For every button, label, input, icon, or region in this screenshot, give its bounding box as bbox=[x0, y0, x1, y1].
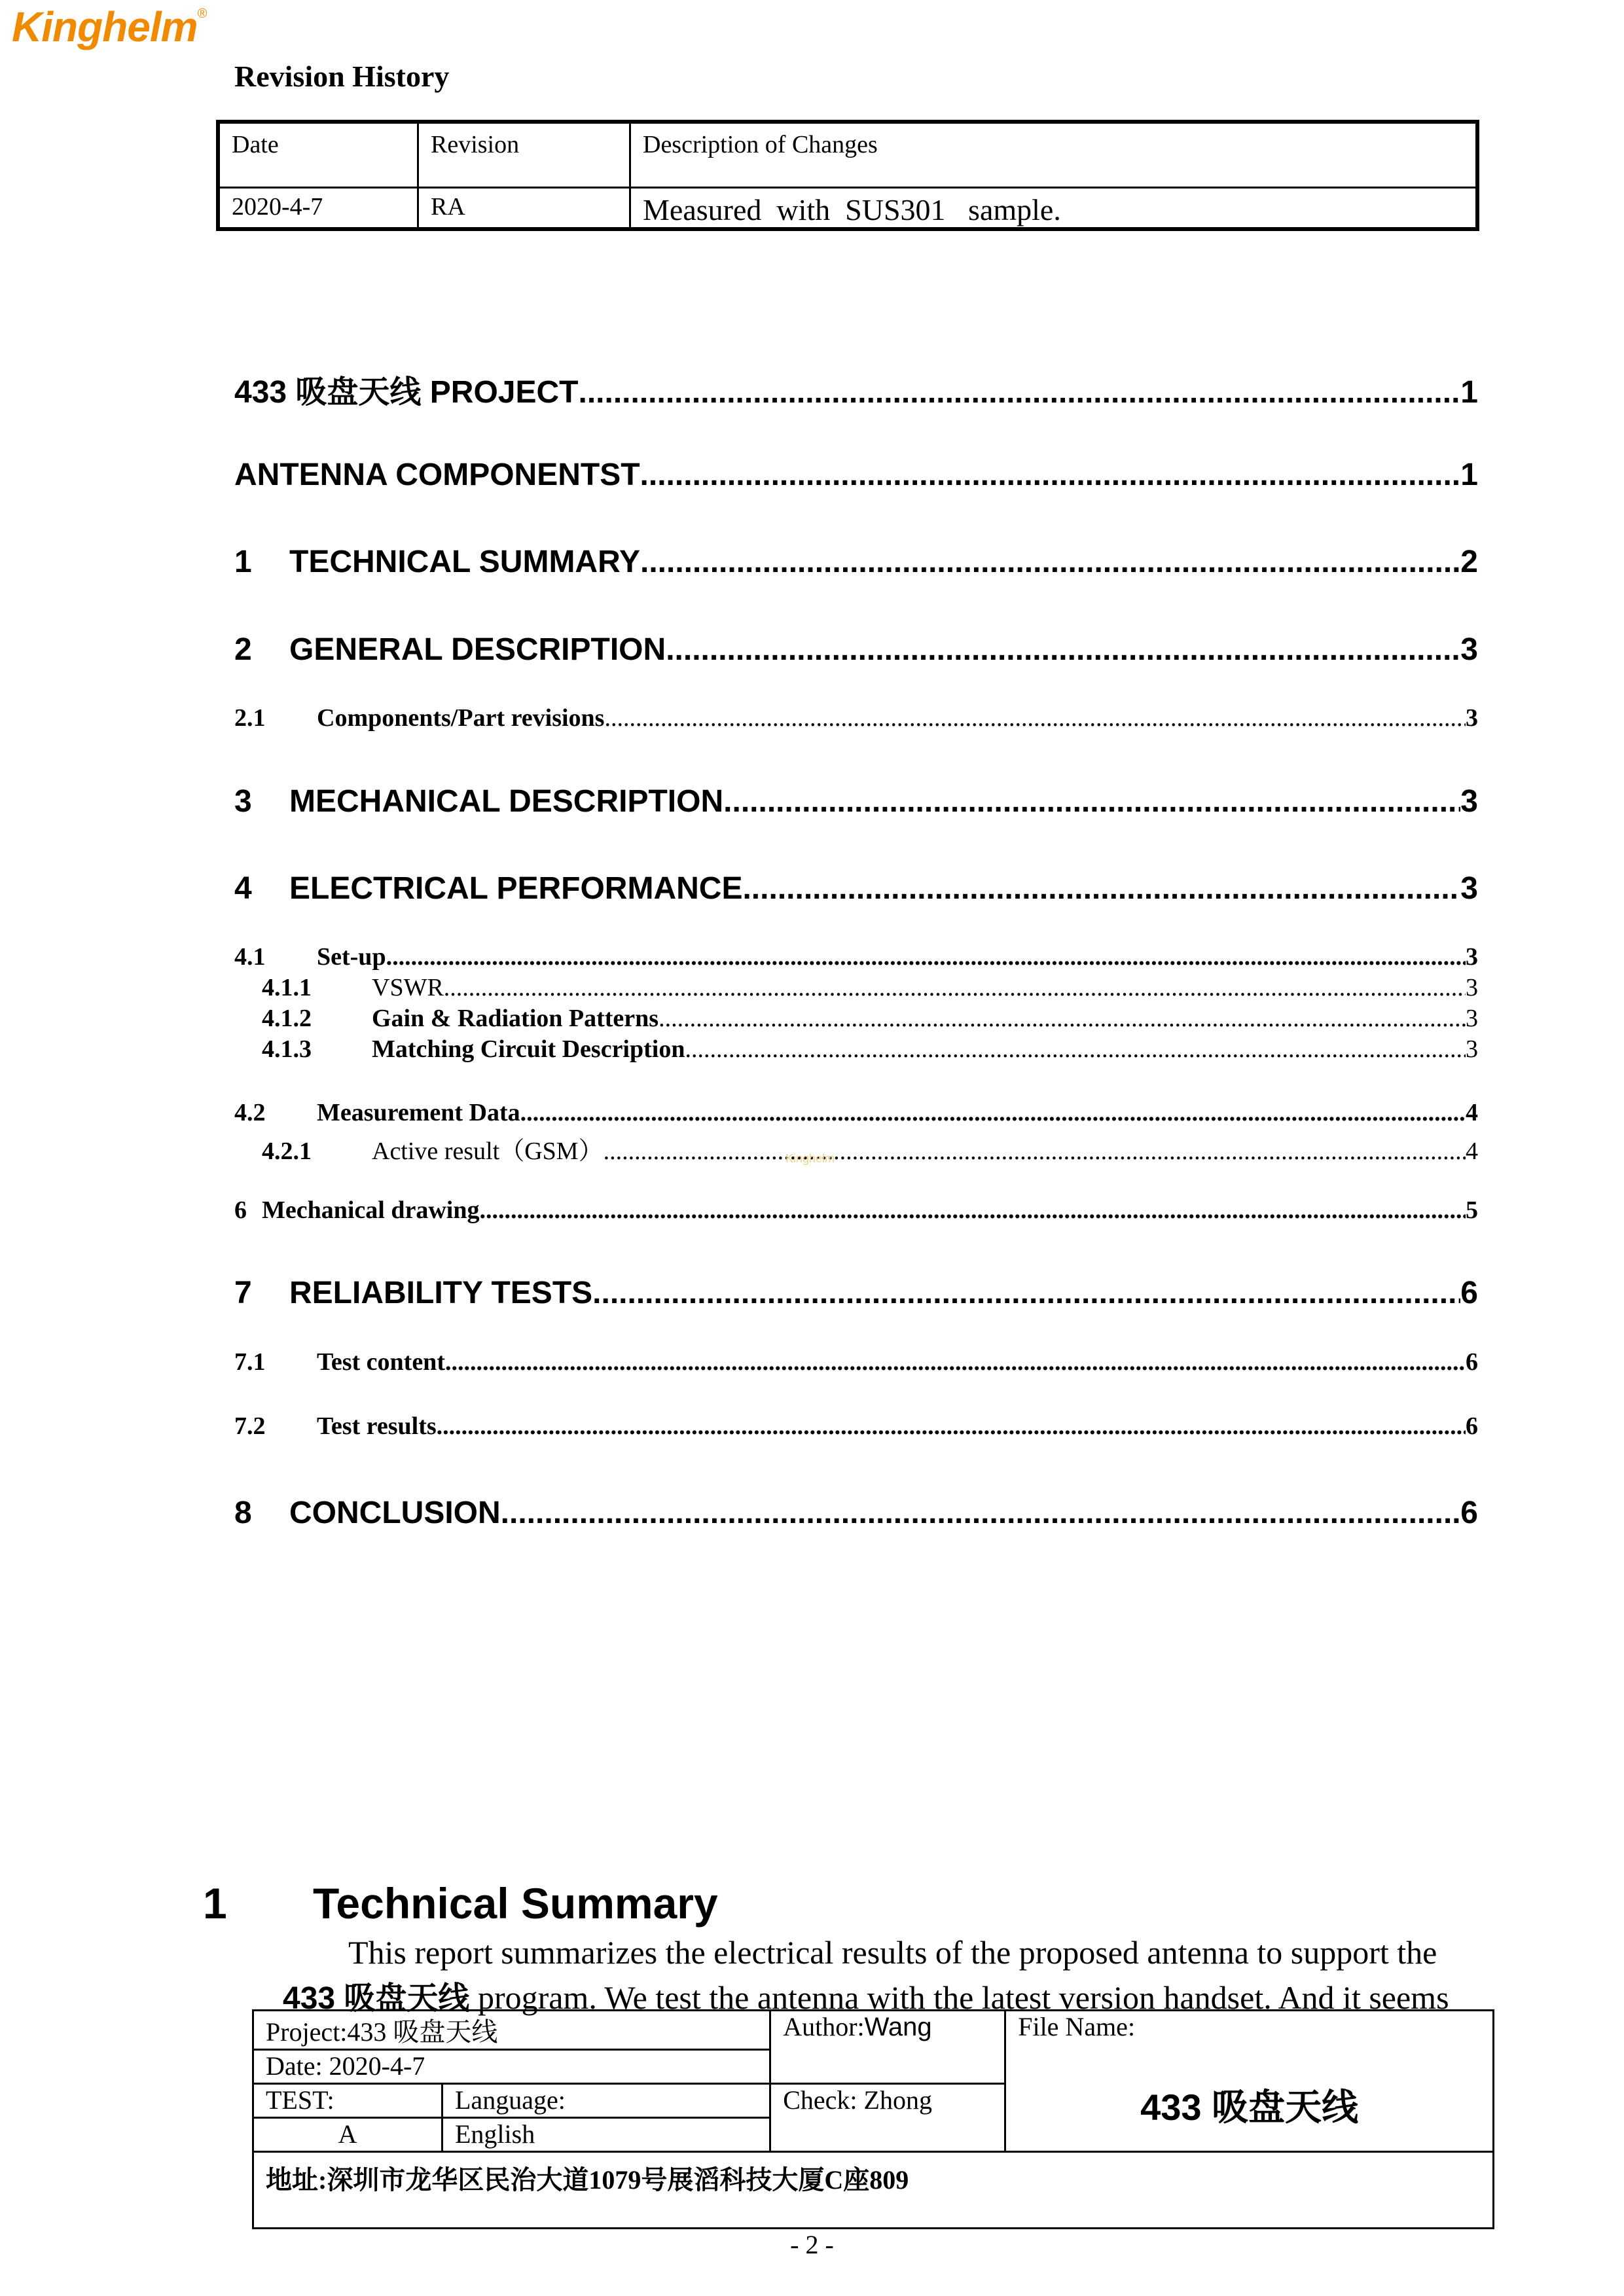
toc-title: ELECTRICAL PERFORMANCE bbox=[289, 871, 743, 906]
logo-text: Kinghelm bbox=[12, 3, 198, 50]
toc-page: 3 bbox=[1466, 1005, 1478, 1032]
toc-title: Test results bbox=[317, 1412, 437, 1440]
revision-history-table bbox=[216, 120, 1479, 231]
file-name-label: File Name: bbox=[1018, 2012, 1136, 2041]
toc-leader bbox=[640, 457, 1461, 493]
toc-page: 5 bbox=[1466, 1196, 1478, 1224]
section-number: 1 bbox=[203, 1879, 227, 1928]
toc-title: CONCLUSION bbox=[289, 1496, 501, 1530]
toc-title: TECHNICAL SUMMARY bbox=[289, 545, 640, 579]
toc-title: Set-up bbox=[317, 943, 386, 971]
toc-number: 7.1 bbox=[234, 1348, 266, 1376]
toc-number: 3 bbox=[234, 784, 252, 819]
toc-number: 4.1 bbox=[234, 943, 266, 971]
toc-page: 4 bbox=[1466, 1099, 1478, 1126]
toc-leader bbox=[640, 544, 1460, 580]
toc-leader bbox=[501, 1495, 1461, 1531]
footer-test-value: A bbox=[253, 2118, 442, 2152]
footer-author-label: Author: bbox=[783, 2012, 865, 2041]
footer-project: Project:433 吸盘天线 bbox=[253, 2011, 770, 2050]
toc-title: GENERAL DESCRIPTION bbox=[289, 632, 666, 667]
toc-title: Matching Circuit Description bbox=[372, 1035, 685, 1063]
toc-entry[interactable] bbox=[234, 1196, 1478, 1225]
toc-entry[interactable] bbox=[234, 1004, 1478, 1033]
footer-author bbox=[770, 2011, 1005, 2084]
toc-leader bbox=[386, 942, 1466, 971]
footer-check: Check: Zhong bbox=[770, 2084, 1005, 2152]
watermark: Kinghelm bbox=[785, 1152, 835, 1165]
toc-number: 7 bbox=[234, 1276, 252, 1310]
toc-number: 4 bbox=[234, 871, 252, 906]
toc-entry[interactable] bbox=[234, 704, 1478, 732]
summary-text-rest: program. We test the antenna with the latest version handset. And it seems bbox=[469, 1979, 1449, 2016]
toc-entry[interactable] bbox=[234, 1098, 1478, 1127]
header-description: Description of Changes bbox=[630, 122, 1478, 188]
file-name-title: 433 吸盘天线 bbox=[1140, 2087, 1359, 2128]
project-name: 433 吸盘天线 bbox=[283, 1981, 470, 2016]
toc-title: ANTENNA COMPONENTST bbox=[234, 457, 640, 492]
toc-leader bbox=[592, 1275, 1460, 1311]
footer-language-value: English bbox=[442, 2118, 770, 2152]
toc-page: 4 bbox=[1466, 1138, 1478, 1165]
summary-text-line-1: This report summarizes the electrical results of the proposed antenna to support the bbox=[348, 1934, 1437, 1971]
toc-title: VSWR bbox=[372, 974, 444, 1001]
revision-history-title: Revision History bbox=[234, 60, 450, 93]
toc-page: 3 bbox=[1460, 871, 1478, 906]
table-row bbox=[218, 188, 1477, 230]
table-header-row bbox=[218, 122, 1477, 188]
header-date: Date bbox=[218, 122, 418, 188]
toc-entry[interactable] bbox=[234, 1130, 1478, 1166]
toc-number: 4.1.2 bbox=[262, 1005, 312, 1032]
toc-number: 4.2 bbox=[234, 1099, 266, 1126]
company-logo bbox=[12, 3, 206, 51]
toc-leader bbox=[437, 1412, 1466, 1441]
toc-leader bbox=[578, 374, 1460, 410]
toc-page: 6 bbox=[1466, 1412, 1478, 1440]
toc-page: 3 bbox=[1460, 632, 1478, 667]
cell-revision: RA bbox=[418, 188, 630, 230]
toc-entry[interactable] bbox=[234, 1495, 1478, 1531]
toc-page: 1 bbox=[1460, 457, 1478, 492]
toc-entry[interactable] bbox=[234, 942, 1478, 971]
toc-leader bbox=[479, 1196, 1466, 1225]
toc-page: 3 bbox=[1466, 1035, 1478, 1063]
registered-mark: ® bbox=[197, 7, 207, 21]
toc-entry[interactable] bbox=[234, 544, 1478, 580]
footer-date: Date: 2020-4-7 bbox=[253, 2050, 770, 2084]
toc-number: 6 bbox=[234, 1196, 247, 1224]
toc-page: 6 bbox=[1460, 1276, 1478, 1310]
toc-number: 4.2.1 bbox=[262, 1138, 312, 1165]
toc-number: 4.1.1 bbox=[262, 974, 312, 1001]
toc-title: Gain & Radiation Patterns bbox=[372, 1005, 659, 1032]
toc-page: 3 bbox=[1460, 784, 1478, 819]
toc-entry[interactable] bbox=[234, 367, 1478, 412]
toc-page: 3 bbox=[1466, 974, 1478, 1001]
toc-page: 1 bbox=[1460, 375, 1478, 410]
toc-leader bbox=[723, 783, 1460, 819]
toc-number: 2.1 bbox=[234, 704, 266, 732]
toc-leader bbox=[742, 870, 1460, 906]
toc-page: 2 bbox=[1460, 545, 1478, 579]
toc-title: Measurement Data bbox=[317, 1099, 520, 1126]
toc-entry[interactable] bbox=[234, 1275, 1478, 1311]
toc-page: 3 bbox=[1466, 704, 1478, 732]
footer-file-name bbox=[1005, 2011, 1494, 2152]
toc-page: 6 bbox=[1460, 1496, 1478, 1530]
footer-test-label: TEST: bbox=[253, 2084, 442, 2118]
toc-leader bbox=[666, 632, 1460, 668]
toc-title: 433 吸盘天线 PROJECT bbox=[234, 375, 579, 410]
toc-title: Active result（GSM） bbox=[372, 1138, 604, 1165]
page-number: - 2 - bbox=[790, 2230, 834, 2259]
toc-title: MECHANICAL DESCRIPTION bbox=[289, 784, 724, 819]
toc-number: 1 bbox=[234, 545, 252, 579]
toc-entry[interactable] bbox=[234, 1412, 1478, 1441]
toc-number: 4.1.3 bbox=[262, 1035, 312, 1063]
toc-leader bbox=[444, 973, 1466, 1002]
toc-page: 3 bbox=[1466, 943, 1478, 971]
toc-leader bbox=[520, 1098, 1466, 1127]
toc-entry[interactable] bbox=[234, 457, 1478, 493]
toc-entry[interactable] bbox=[234, 1035, 1478, 1064]
document-footer-table bbox=[252, 2009, 1494, 2229]
toc-title: Components/Part revisions bbox=[317, 704, 605, 732]
toc-entry[interactable] bbox=[234, 783, 1478, 819]
header-revision: Revision bbox=[418, 122, 630, 188]
toc-page: 6 bbox=[1466, 1348, 1478, 1376]
cell-description: Measured with SUS301 sample. bbox=[630, 188, 1478, 230]
footer-author-name: Wang bbox=[864, 2013, 932, 2041]
toc-title: RELIABILITY TESTS bbox=[289, 1276, 593, 1310]
toc-number: 2 bbox=[234, 632, 252, 667]
cell-date: 2020-4-7 bbox=[218, 188, 418, 230]
toc-title: Mechanical drawing bbox=[262, 1196, 480, 1224]
toc-leader bbox=[445, 1348, 1466, 1376]
toc-number: 7.2 bbox=[234, 1412, 266, 1440]
toc-entry[interactable] bbox=[234, 870, 1478, 906]
toc-leader bbox=[659, 1004, 1466, 1033]
toc-number: 8 bbox=[234, 1496, 252, 1530]
toc-entry[interactable] bbox=[234, 973, 1478, 1002]
toc-leader bbox=[604, 1137, 1466, 1166]
toc-leader bbox=[604, 704, 1466, 732]
section-title: Technical Summary bbox=[313, 1879, 718, 1928]
toc-entry[interactable] bbox=[234, 1348, 1478, 1376]
footer-address: 地址:深圳市龙华区民治大道1079号展滔科技大厦C座809 bbox=[253, 2152, 1494, 2229]
toc-title: Test content bbox=[317, 1348, 445, 1376]
toc-leader bbox=[685, 1035, 1466, 1064]
toc-entry[interactable] bbox=[234, 632, 1478, 668]
footer-language-label: Language: bbox=[442, 2084, 770, 2118]
